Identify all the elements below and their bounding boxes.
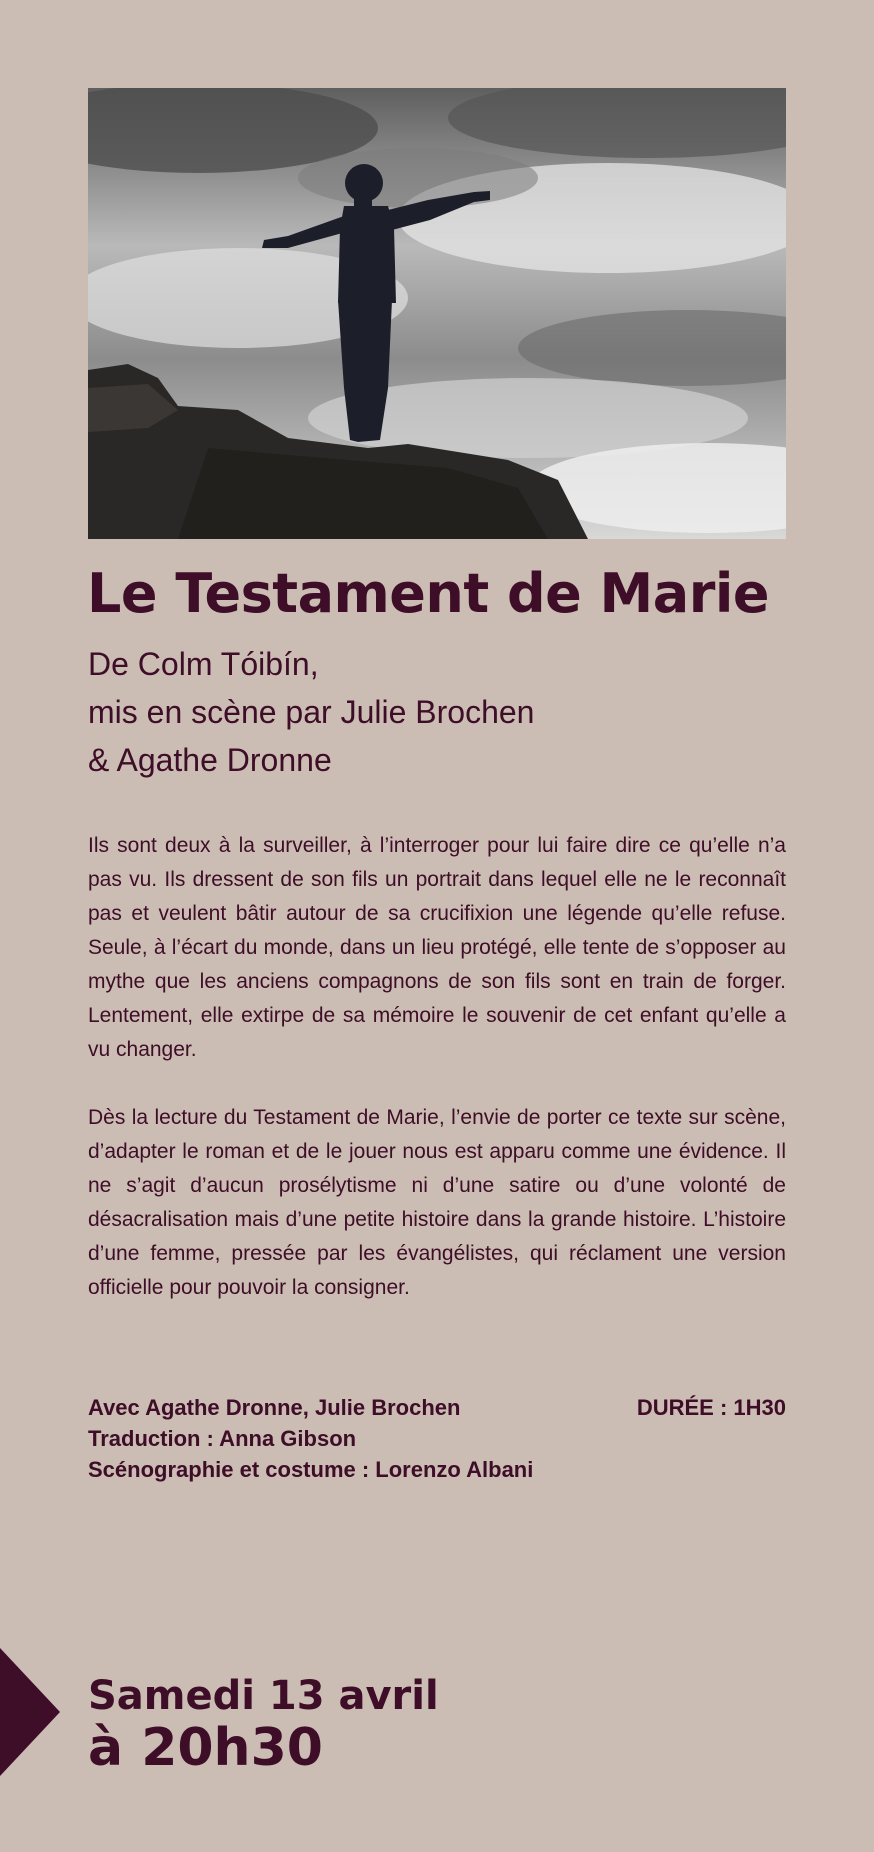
synopsis-paragraph: Ils sont deux à la surveiller, à l’interroger pour lui faire dire ce qu’elle n’a pas vu. Ils dressent de son fils un portrait dans lequel elle ne le reconnaît pas et veulent bâtir autour de sa crucifixion une légende qu’elle refuse. Seule, à l’écart du monde, dans un lieu protégé, elle tente de s’opposer au mythe que les anciens compagnons de son fils sont en train de forger. Lentement, elle extirpe de sa mémoire le souvenir de cet enfant qu’elle a vu changer. bbox=[88, 834, 786, 1061]
cast-translation: Traduction : Anna Gibson bbox=[88, 1426, 357, 1451]
triangle-arrow-icon bbox=[0, 1648, 60, 1776]
date-day: Samedi 13 avril bbox=[88, 1673, 439, 1719]
hero-photo bbox=[88, 88, 786, 539]
cast-scenography: Scénographie et costume : Lorenzo Albani bbox=[88, 1457, 534, 1482]
credit-author: De Colm Tóibín, bbox=[88, 646, 319, 682]
intention-paragraph: Dès la lecture du Testament de Marie, l’envie de porter ce texte sur scène, d’adapter le roman et de le jouer nous est apparu comme une évidence. Il ne s’agit d’aucun prosélytisme ni d’une satire ou d’une volonté de désacralisation mais d’une petite histoire dans la grande histoire. L’histoire d’une femme, pressée par les évangélistes, qui réclament une version officielle pour pouvoir la consigner. bbox=[88, 1106, 786, 1299]
credits bbox=[88, 640, 788, 784]
date-time: à 20h30 bbox=[88, 1718, 323, 1778]
credit-codirector: & Agathe Dronne bbox=[88, 742, 332, 778]
credit-director: mis en scène par Julie Brochen bbox=[88, 694, 535, 730]
photo-silhouette-image bbox=[88, 88, 786, 539]
performance-date bbox=[88, 1672, 439, 1776]
show-title: Le Testament de Marie bbox=[87, 562, 769, 625]
cast-actors: Avec Agathe Dronne, Julie Brochen bbox=[88, 1395, 461, 1420]
duration-label: DURÉE : 1H30 bbox=[636, 1395, 786, 1420]
cast-list bbox=[88, 1392, 648, 1485]
